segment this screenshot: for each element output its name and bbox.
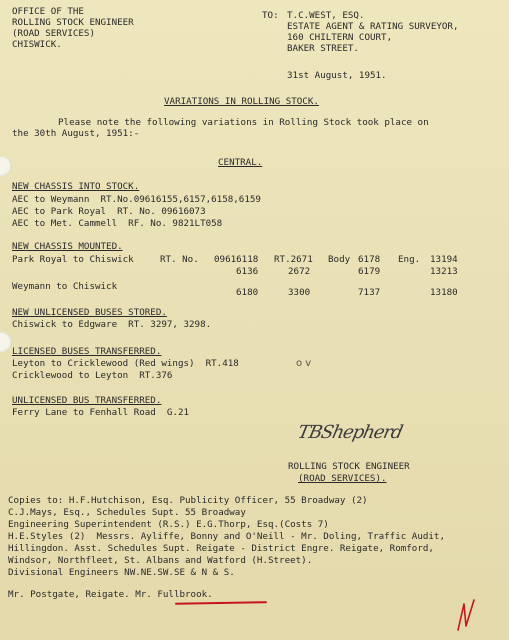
- copies-line: Mr. Postgate, Reigate. Mr. Fullbrook.: [8, 589, 213, 600]
- copies-line: Hillingdon. Asst. Schedules Supt. Reigate - District Engre. Reigate, Romford,: [8, 543, 434, 554]
- stored-line: Chiswick to Edgware RT. 3297, 3298.: [12, 319, 212, 330]
- intro-line: the 30th August, 1951:-: [12, 128, 140, 139]
- mounted-label: RT. No.: [160, 254, 199, 265]
- mounted-rt: 3300: [288, 287, 311, 298]
- mounted-chassis: 6180: [236, 287, 259, 298]
- mounted-eng: 13194: [430, 254, 458, 265]
- mounted-route: Weymann to Chiswick: [12, 281, 118, 292]
- signature-title: (ROAD SERVICES).: [298, 473, 387, 484]
- section-heading: NEW UNLICENSED BUSES STORED.: [12, 307, 167, 318]
- letter-title: VARIATIONS IN ROLLING STOCK.: [164, 96, 319, 107]
- mounted-chassis: 6136: [236, 266, 259, 277]
- sender-line: (ROAD SERVICES): [12, 28, 95, 39]
- mounted-eng: 13213: [430, 266, 458, 277]
- red-pencil-mark: [452, 596, 482, 636]
- mounted-body: 7137: [358, 287, 381, 298]
- sender-line: ROLLING STOCK ENGINEER: [12, 17, 134, 28]
- copies-line: Engineering Superintendent (R.S.) E.G.Thorp, Esq.(Costs 7): [8, 519, 329, 530]
- red-pencil-underline: [175, 601, 267, 605]
- mounted-eng: 13180: [430, 287, 458, 298]
- copies-line: Copies to: H.F.Hutchison, Esq. Publicity Officer, 55 Broadway (2): [8, 495, 368, 506]
- section-heading: LICENSED BUSES TRANSFERRED.: [12, 346, 162, 357]
- section-heading: UNLICENSED BUS TRANSFERRED.: [12, 395, 162, 406]
- mounted-body: 6179: [358, 266, 381, 277]
- mounted-rt: 2672: [288, 266, 311, 277]
- stock-line: AEC to Park Royal RT. No. 09616073: [12, 206, 206, 217]
- copies-line: Windsor, Northfleet, St. Albans and Watford (H.Street).: [8, 555, 313, 566]
- recipient-line: T.C.WEST, ESQ.: [287, 10, 365, 21]
- letter-date: 31st August, 1951.: [287, 70, 387, 81]
- recipient-line: BAKER STREET.: [287, 43, 359, 54]
- pencil-mark: o v: [296, 358, 312, 369]
- copies-line: C.J.Mays, Esq., Schedules Supt. 55 Broadway: [8, 507, 246, 518]
- punch-hole: [0, 156, 12, 176]
- unlicensed-transfer-line: Ferry Lane to Fenhall Road G.21: [12, 407, 190, 418]
- mounted-rt: RT.2671: [274, 254, 313, 265]
- copies-line: Divisional Engineers NW.NE.SW.SE & N & S.: [8, 567, 235, 578]
- stock-line: AEC to Met. Cammell RF. No. 9821LT058: [12, 218, 223, 229]
- stock-line: AEC to Weymann RT.No.09616155,6157,6158,6159: [12, 194, 261, 205]
- recipient-line: 160 CHILTERN COURT,: [287, 32, 393, 43]
- mounted-body-label: Body: [328, 254, 351, 265]
- region-heading: CENTRAL.: [218, 157, 263, 168]
- sender-line: CHISWICK.: [12, 39, 62, 50]
- transfer-line: Cricklewood to Leyton RT.376: [12, 370, 173, 381]
- signature-title: ROLLING STOCK ENGINEER: [288, 461, 410, 472]
- mounted-chassis: 09616118: [214, 254, 259, 265]
- mounted-eng-label: Eng.: [398, 254, 421, 265]
- mounted-body: 6178: [358, 254, 381, 265]
- section-heading: NEW CHASSIS MOUNTED.: [12, 241, 123, 252]
- mounted-route: Park Royal to Chiswick: [12, 254, 134, 265]
- section-heading: NEW CHASSIS INTO STOCK.: [12, 181, 140, 192]
- transfer-line: Leyton to Cricklewood (Red wings) RT.418: [12, 358, 239, 369]
- sender-line: OFFICE OF THE: [12, 6, 84, 17]
- recipient-line: ESTATE AGENT & RATING SURVEYOR,: [287, 21, 459, 32]
- to-label: TO:: [262, 10, 279, 21]
- copies-line: H.E.Styles (2) Messrs. Ayliffe, Bonny and O'Neill - Mr. Doling, Traffic Audit,: [8, 531, 445, 542]
- punch-hole: [0, 332, 12, 352]
- intro-line: Please note the following variations in Rolling Stock took place on: [58, 117, 429, 128]
- handwritten-signature: TBShepherd: [295, 422, 404, 443]
